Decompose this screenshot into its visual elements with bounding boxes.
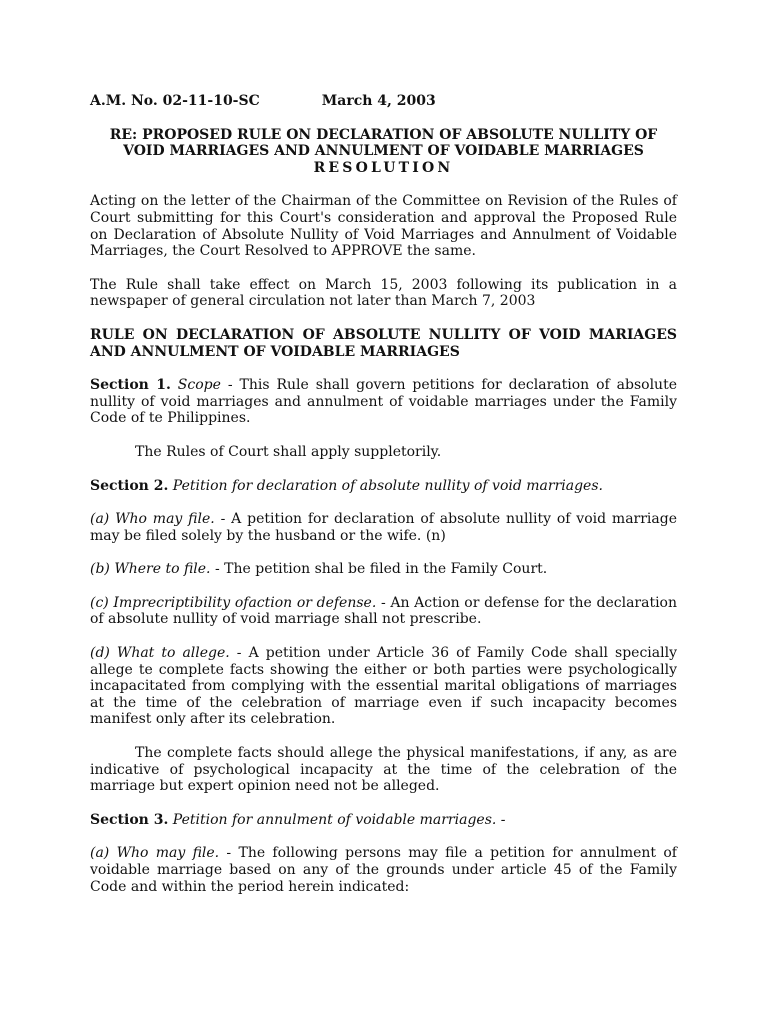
document-header	[90, 93, 677, 110]
document-page	[90, 93, 677, 895]
paragraph-effectivity: The Rule shall take effect on March 15, 2003 following its publication in a newspaper of general circulation not later than March 7, 2003	[90, 276, 677, 310]
clause-text: - An Action or defense for the declaration of absolute nullity of void marriage shall not prescribe.	[90, 594, 678, 628]
rule-heading: RULE ON DECLARATION OF ABSOLUTE NULLITY OF VOID MARIAGES AND ANNULMENT OF VOIDABLE MARRIAGES	[90, 326, 677, 360]
section-title: Petition for annulment of voidable marriages. -	[172, 811, 506, 828]
case-number: A.M. No. 02-11-10-SC	[90, 93, 260, 109]
clause-text: - A petition for declaration of absolute nullity of void marriage may be filed solely by the husband or the wife. (n)	[90, 511, 677, 544]
clause-label: (c) Imprecriptibility ofaction or defense.	[90, 594, 377, 611]
section-2-a	[90, 511, 677, 544]
clause-text: - The following persons may file a petition for annulment of voidable marriage based on any of the grounds under article 45 of the Family Code and within the period herein indicated:	[90, 845, 677, 895]
clause-label: (a) Who may file.	[90, 845, 220, 862]
section-number: Section 1.	[90, 377, 171, 394]
clause-label: (a) Who may file.	[90, 511, 215, 528]
clause-text: - The petition shal be filed in the Family Court.	[210, 561, 548, 578]
section-number: Section 3.	[90, 811, 169, 828]
paragraph-acting-on-letter: Acting on the letter of the Chairman of the Committee on Revision of the Rules of Court submitting for this Court's consideration and approval the Proposed Rule on Declaration of Absolute Nullity of Void Marriages and Annulment of Voidable Marriages, the Court Resolved to APPROVE the same.	[90, 193, 677, 260]
document-date: March 4, 2003	[321, 93, 436, 109]
section-1-scope	[90, 377, 677, 427]
section-2-d	[90, 645, 677, 728]
section-2-heading	[90, 478, 677, 495]
section-3-heading	[90, 812, 677, 829]
clause-label: (d) What to allege.	[90, 645, 230, 662]
resolution-label: RESOLUTION	[313, 159, 454, 176]
section-2-c	[90, 595, 677, 628]
section-number: Section 2.	[90, 477, 169, 494]
section-text: - This Rule shall govern petitions for declaration of absolute nullity of void marriages and annulment of voidable marriages under the Family Code of te Philippines.	[90, 377, 677, 427]
section-2-b	[90, 561, 677, 578]
section-title: Petition for declaration of absolute nullity of void marriages.	[172, 477, 603, 494]
clause-label: (b) Where to file.	[90, 561, 211, 578]
section-2-d-followup: The complete facts should allege the physical manifestations, if any, as are indicative of psychological incapacity at the time of the celebration of the marriage but expert opinion need not be alleged.	[90, 745, 677, 795]
clause-text: - A petition under Article 36 of Family Code shall specially allege te complete facts showing the either or both parties were psychologically incapacitated from complying with the essential marital obligations of marriages at the time of the celebration of marriage even if such incapacity becomes manifest only after its celebration.	[90, 645, 677, 728]
section-1-suppletory: The Rules of Court shall apply suppletorily.	[135, 443, 442, 460]
section-title: Scope	[177, 377, 221, 394]
document-title: RE: PROPOSED RULE ON DECLARATION OF ABSOLUTE NULLITY OF VOID MARRIAGES AND ANNULMENT OF VOIDABLE MARRIAGES	[109, 126, 658, 160]
section-3-a	[90, 845, 677, 895]
